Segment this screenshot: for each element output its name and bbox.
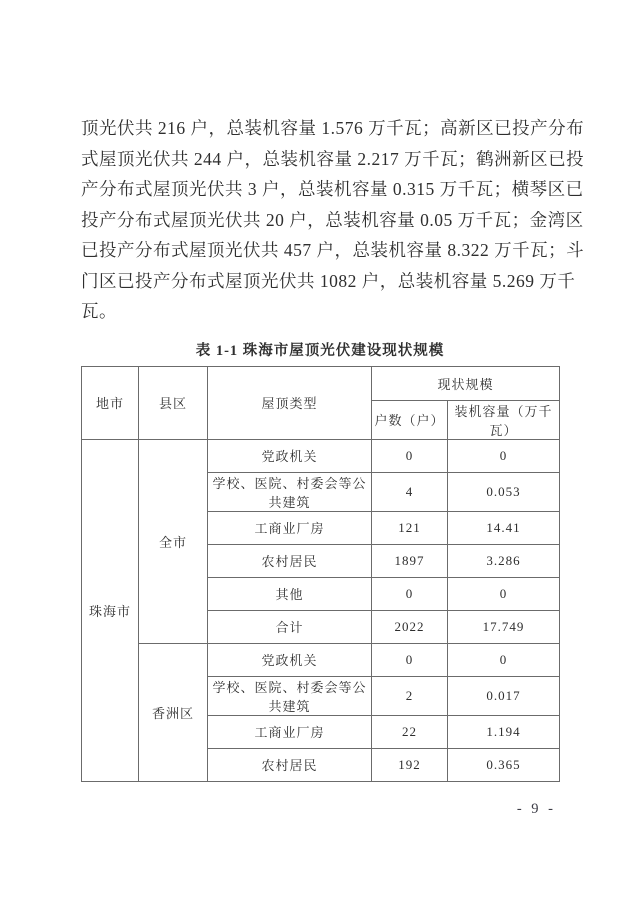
paragraph-line: 瓦。 xyxy=(81,301,117,321)
table-row xyxy=(82,439,560,472)
households-cell: 0 xyxy=(372,643,448,676)
households-cell: 0 xyxy=(372,439,448,472)
header-county: 县区 xyxy=(139,366,208,439)
roof-type-cell: 党政机关 xyxy=(208,439,372,472)
header-city: 地市 xyxy=(82,366,139,439)
capacity-cell: 3.286 xyxy=(448,544,560,577)
header-capacity: 装机容量（万千瓦） xyxy=(448,400,560,439)
county-cell: 全市 xyxy=(139,439,208,643)
roof-type-cell: 农村居民 xyxy=(208,544,372,577)
capacity-cell: 0 xyxy=(448,577,560,610)
capacity-cell: 0 xyxy=(448,439,560,472)
roof-type-cell: 合计 xyxy=(208,610,372,643)
capacity-cell: 0.017 xyxy=(448,676,560,715)
roof-type-cell: 工商业厂房 xyxy=(208,511,372,544)
roof-type-cell: 农村居民 xyxy=(208,748,372,781)
pv-status-table xyxy=(81,366,560,782)
households-cell: 22 xyxy=(372,715,448,748)
capacity-cell: 0.365 xyxy=(448,748,560,781)
paragraph-line: 投产分布式屋顶光伏共 20 户，总装机容量 0.05 万千瓦；金湾区 xyxy=(81,209,584,230)
city-cell: 珠海市 xyxy=(82,439,139,781)
households-cell: 192 xyxy=(372,748,448,781)
paragraph-line: 已投产分布式屋顶光伏共 457 户，总装机容量 8.322 万千瓦；斗 xyxy=(81,240,585,260)
header-households: 户数（户） xyxy=(372,400,448,439)
table-title: 表 1-1 珠海市屋顶光伏建设现状规模 xyxy=(195,342,445,359)
households-cell: 2 xyxy=(372,676,448,715)
households-cell: 2022 xyxy=(372,610,448,643)
page-number: - 9 - xyxy=(516,801,556,817)
households-cell: 0 xyxy=(372,577,448,610)
header-roof-type: 屋顶类型 xyxy=(208,366,372,439)
paragraph-line: 顶光伏共 216 户，总装机容量 1.576 万千瓦；高新区已投产分布 xyxy=(81,118,585,138)
body-paragraph xyxy=(81,113,585,327)
roof-type-cell: 党政机关 xyxy=(208,643,372,676)
county-cell: 香洲区 xyxy=(139,643,208,781)
page-content xyxy=(81,113,585,782)
households-cell: 1897 xyxy=(372,544,448,577)
capacity-cell: 0.053 xyxy=(448,472,560,511)
paragraph-line: 门区已投产分布式屋顶光伏共 1082 户，总装机容量 5.269 万千 xyxy=(81,270,576,291)
paragraph-line: 产分布式屋顶光伏共 3 户，总装机容量 0.315 万千瓦；横琴区已 xyxy=(81,179,584,199)
roof-type-cell: 学校、医院、村委会等公共建筑 xyxy=(208,676,372,715)
roof-type-cell: 其他 xyxy=(208,577,372,610)
table-row xyxy=(82,643,560,676)
roof-type-cell: 工商业厂房 xyxy=(208,715,372,748)
header-current-scale: 现状规模 xyxy=(372,366,560,400)
households-cell: 121 xyxy=(372,511,448,544)
roof-type-cell: 学校、医院、村委会等公共建筑 xyxy=(208,472,372,511)
capacity-cell: 0 xyxy=(448,643,560,676)
capacity-cell: 1.194 xyxy=(448,715,560,748)
capacity-cell: 17.749 xyxy=(448,610,560,643)
paragraph-line: 式屋顶光伏共 244 户，总装机容量 2.217 万千瓦；鹤洲新区已投 xyxy=(81,148,585,169)
households-cell: 4 xyxy=(372,472,448,511)
capacity-cell: 14.41 xyxy=(448,511,560,544)
table-header-row xyxy=(82,366,560,400)
